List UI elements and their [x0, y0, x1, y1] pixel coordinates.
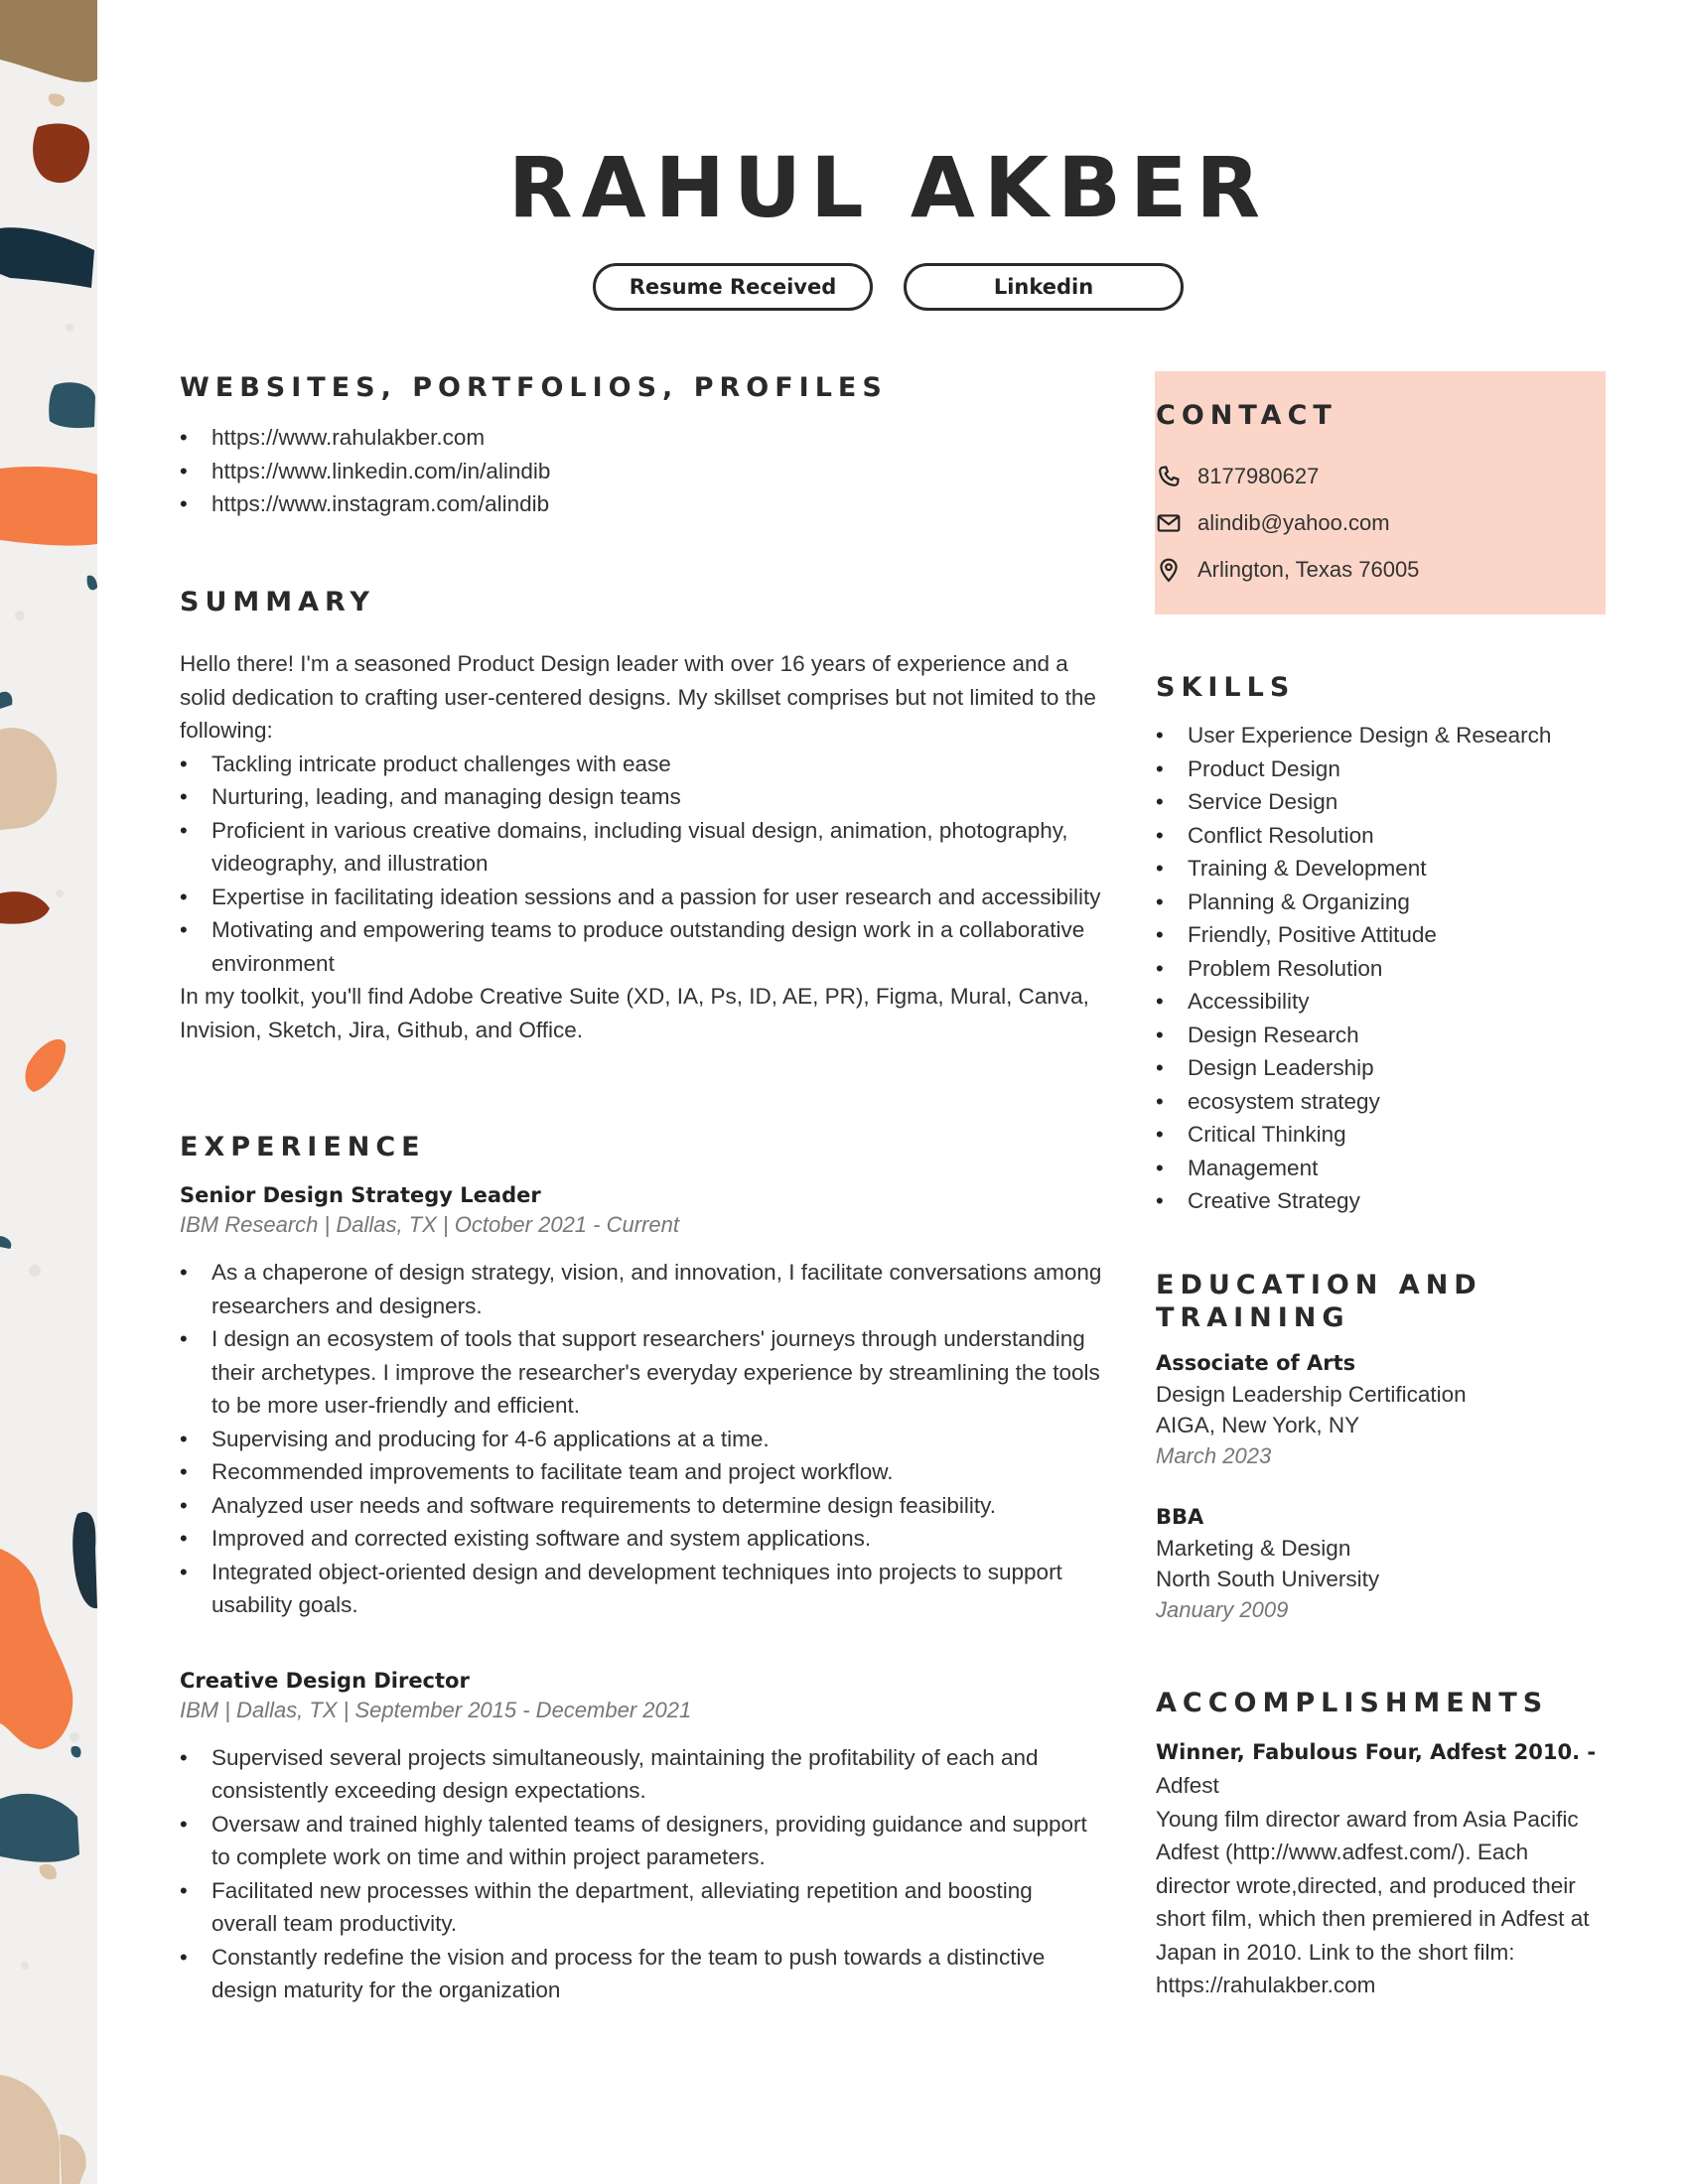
- linkedin-button[interactable]: Linkedin: [904, 263, 1184, 311]
- skill-item: • Service Design: [1156, 785, 1608, 819]
- candidate-name: RAHUL AKBER: [507, 139, 1270, 236]
- skills-list: [1156, 719, 1608, 1218]
- email-address: alindib@yahoo.com: [1197, 509, 1390, 535]
- summary-bullet: • Proficient in various creative domains, including visual design, animation, photography, videography, and illustration: [180, 814, 1103, 881]
- summary-bullet: • Expertise in facilitating ideation sessions and a passion for user research and accessibility: [180, 881, 1103, 914]
- phone-number: 8177980627: [1197, 463, 1320, 488]
- field-of-study: Marketing & Design: [1156, 1536, 1351, 1561]
- skill-item: • Problem Resolution: [1156, 952, 1608, 986]
- education-heading: [1156, 1269, 1608, 1334]
- school: AIGA, New York, NY: [1156, 1413, 1360, 1437]
- website-link-personal[interactable]: • https://www.rahulakber.com: [180, 421, 1103, 455]
- websites-list: [180, 421, 1103, 521]
- job-meta: IBM Research | Dallas, TX | October 2021 - Current: [180, 1212, 679, 1237]
- skill-item: • Conflict Resolution: [1156, 819, 1608, 853]
- summary-bullets: [180, 748, 1103, 981]
- education-heading-line1: EDUCATION AND: [1156, 1270, 1482, 1300]
- skill-item: • Design Research: [1156, 1019, 1608, 1052]
- resume-received-button[interactable]: Resume Received: [593, 263, 873, 311]
- degree: Associate of Arts: [1156, 1351, 1356, 1375]
- accomplishments-heading: ACCOMPLISHMENTS: [1156, 1688, 1549, 1718]
- skill-item: • Management: [1156, 1152, 1608, 1185]
- job-bullet: • Facilitated new processes within the department, alleviating repetition and boosting overall team productivity.: [180, 1874, 1103, 1941]
- education-heading-line2: TRAINING: [1156, 1302, 1350, 1333]
- skills-section: [1156, 672, 1608, 1218]
- job-bullet: • Supervising and producing for 4-6 applications at a time.: [180, 1423, 1103, 1456]
- skill-item: • Critical Thinking: [1156, 1118, 1608, 1152]
- education-entry: [1156, 1502, 1608, 1625]
- accomplishment-text: Adfest Young film director award from Asia Pacific Adfest (http://www.adfest.com/). Each director wrote,directed, and produced their short film, which then premiered in Adfest at Japan in 2010. Link to the short film: https://rahulakber.com: [1156, 1773, 1590, 1997]
- skill-item: • Friendly, Positive Attitude: [1156, 918, 1608, 952]
- job-entry: [180, 1666, 1103, 2007]
- job-bullet: • Constantly redefine the vision and process for the team to push towards a distinctive design maturity for the organization: [180, 1941, 1103, 2007]
- graduation-date: March 2023: [1156, 1443, 1272, 1468]
- skill-item: • Creative Strategy: [1156, 1184, 1608, 1218]
- skill-item: • Planning & Organizing: [1156, 886, 1608, 919]
- job-title: Senior Design Strategy Leader: [180, 1183, 541, 1207]
- summary-section: [180, 587, 1103, 1046]
- terrazzo-decoration: [0, 0, 97, 2184]
- job-bullet: • Recommended improvements to facilitate team and project workflow.: [180, 1455, 1103, 1489]
- skill-item: • Product Design: [1156, 752, 1608, 786]
- email-icon: [1156, 510, 1182, 536]
- education-section: [1156, 1269, 1608, 1625]
- graduation-date: January 2009: [1156, 1597, 1289, 1622]
- school: North South University: [1156, 1567, 1380, 1591]
- job-bullet: • I design an ecosystem of tools that support researchers' journeys through understanding their archetypes. I improve the researcher's everyday experience by streamlining the tools to be more user-friendly and efficient.: [180, 1322, 1103, 1423]
- job-entry: [180, 1180, 1103, 1622]
- summary-bullet: • Nurturing, leading, and managing design teams: [180, 780, 1103, 814]
- job-bullet: • Analyzed user needs and software requirements to determine design feasibility.: [180, 1489, 1103, 1523]
- job-title: Creative Design Director: [180, 1668, 470, 1693]
- job-bullet: • Improved and corrected existing software and system applications.: [180, 1522, 1103, 1556]
- websites-section: [180, 372, 1103, 521]
- job-bullets: [180, 1256, 1103, 1622]
- phone-icon: [1156, 464, 1182, 489]
- job-bullet: • Integrated object-oriented design and development techniques into projects to support usability goals.: [180, 1556, 1103, 1622]
- summary-bullet: • Motivating and empowering teams to produce outstanding design work in a collaborative environment: [180, 913, 1103, 980]
- websites-heading: WEBSITES, PORTFOLIOS, PROFILES: [180, 372, 888, 403]
- skill-item: • Design Leadership: [1156, 1051, 1608, 1085]
- contact-email[interactable]: [1156, 499, 1608, 546]
- website-link-linkedin[interactable]: • https://www.linkedin.com/in/alindib: [180, 455, 1103, 488]
- job-bullet: • Oversaw and trained highly talented teams of designers, providing guidance and support to complete work on time and within project parameters.: [180, 1808, 1103, 1874]
- job-bullet: • As a chaperone of design strategy, vision, and innovation, I facilitate conversations among researchers and designers.: [180, 1256, 1103, 1322]
- education-entry: [1156, 1348, 1608, 1471]
- accomplishments-section: [1156, 1688, 1603, 2002]
- website-link-instagram[interactable]: • https://www.instagram.com/alindib: [180, 487, 1103, 521]
- summary-intro: Hello there! I'm a seasoned Product Design leader with over 16 years of experience and a solid dedication to crafting user-centered designs. My skillset comprises but not limited to the following:: [180, 651, 1096, 743]
- summary-heading: SUMMARY: [180, 587, 375, 617]
- job-bullet: • Supervised several projects simultaneously, maintaining the profitability of each and consistently exceeding design expectations.: [180, 1741, 1103, 1808]
- accomplishment-title: Winner, Fabulous Four, Adfest 2010. -: [1156, 1740, 1597, 1764]
- field-of-study: Design Leadership Certification: [1156, 1382, 1467, 1407]
- contact-location: [1156, 546, 1608, 593]
- summary-bullet: • Tackling intricate product challenges with ease: [180, 748, 1103, 781]
- skill-item: • ecosystem strategy: [1156, 1085, 1608, 1119]
- experience-section: [180, 1132, 1103, 2007]
- contact-section: [1156, 400, 1608, 593]
- skills-heading: SKILLS: [1156, 672, 1296, 703]
- skill-item: • Training & Development: [1156, 852, 1608, 886]
- contact-phone[interactable]: [1156, 453, 1608, 499]
- job-bullets: [180, 1741, 1103, 2007]
- location-pin-icon: [1156, 557, 1182, 583]
- contact-heading: CONTACT: [1156, 400, 1337, 431]
- job-meta: IBM | Dallas, TX | September 2015 - December 2021: [180, 1697, 692, 1722]
- skill-item: • Accessibility: [1156, 985, 1608, 1019]
- degree: BBA: [1156, 1505, 1204, 1529]
- experience-heading: EXPERIENCE: [180, 1132, 426, 1162]
- location-text: Arlington, Texas 76005: [1197, 556, 1420, 582]
- summary-outro: In my toolkit, you'll find Adobe Creative Suite (XD, IA, Ps, ID, AE, PR), Figma, Mural, Canva, Invision, Sketch, Jira, Github, and Office.: [180, 984, 1089, 1042]
- skill-item: • User Experience Design & Research: [1156, 719, 1608, 752]
